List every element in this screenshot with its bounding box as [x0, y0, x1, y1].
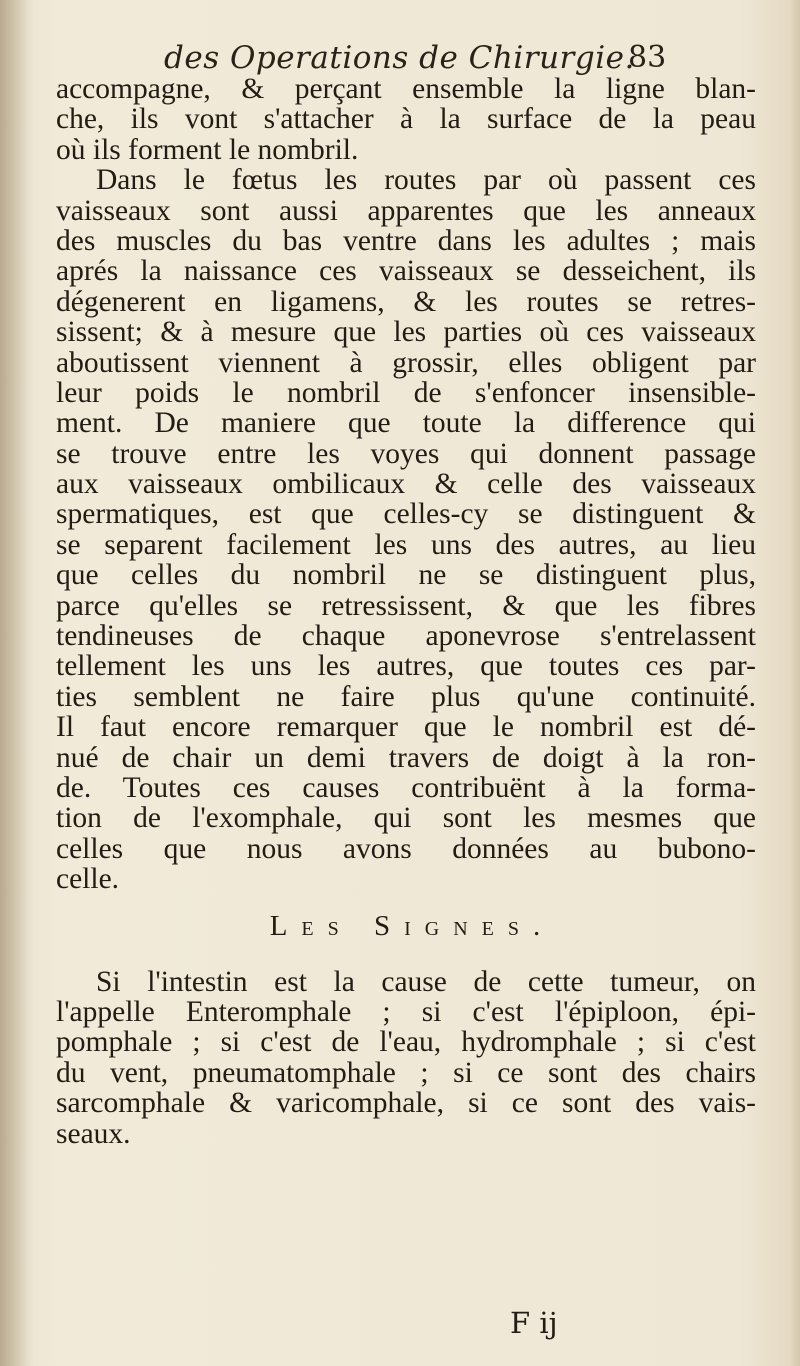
text-line: que celles du nombril ne se distinguent plus,	[56, 559, 756, 592]
text-line: seaux.	[56, 1117, 131, 1150]
spacer	[56, 955, 756, 967]
text-line: tellement les uns les autres, que toutes ces par-	[56, 650, 756, 683]
text-line: sissent; & à mesure que les parties où ces vaisseaux	[56, 316, 756, 349]
text-line: Si l'intestin est la cause de cette tumeur, on	[96, 965, 756, 998]
text-line: accompagne, & perçant ensemble la ligne blan-	[56, 73, 756, 105]
text-line: nué de chair un demi travers de doigt à la ron-	[56, 741, 756, 774]
text-line: aux vaisseaux ombilicaux & celle des vaisseaux	[56, 468, 756, 501]
text-line: celle.	[56, 863, 120, 896]
text-line: Il faut encore remarquer que le nombril est dé-	[56, 711, 756, 744]
running-title: des Operations de Chirurgie.	[164, 40, 635, 76]
body-text	[56, 74, 756, 1149]
text-line: tendineuses de chaque aponevrose s'entrelassent	[56, 620, 756, 653]
section-heading: Les Signes.	[269, 909, 555, 942]
text-line: aprés la naissance ces vaisseaux se desseichent, ils	[56, 255, 756, 288]
page-number: 83	[628, 40, 667, 75]
text-line: ties semblent ne faire plus qu'une continuité.	[56, 680, 756, 713]
text-line: che, ils vont s'attacher à la surface de la peau	[56, 103, 756, 136]
text-line: Dans le fœtus les routes par où passent ces	[96, 164, 756, 197]
text-line: tion de l'exomphale, qui sont les mesmes que	[56, 802, 756, 835]
text-line: se separent facilement les uns des autres, au lieu	[56, 528, 756, 561]
text-line: dégenerent en ligamens, & les routes se retres-	[56, 285, 756, 318]
signature-mark: F ij	[510, 1306, 558, 1340]
text-line: de. Toutes ces causes contribuënt à la forma-	[56, 771, 756, 804]
text-line: des muscles du bas ventre dans les adultes ; mais	[56, 224, 756, 257]
text-line: ment. De maniere que toute la difference qui	[56, 407, 756, 440]
text-line: aboutissent viennent à grossir, elles obligent par	[56, 346, 756, 379]
text-line: parce qu'elles se retressissent, & que les fibres	[56, 589, 756, 622]
text-line: pomphale ; si c'est de l'eau, hydromphale ; si c'est	[56, 1026, 756, 1059]
text-line: se trouve entre les voyes qui donnent passage	[56, 437, 756, 470]
text-line: sarcomphale & varicomphale, si ce sont des vais-	[56, 1087, 756, 1120]
text-line: du vent, pneumatomphale ; si ce sont des chairs	[56, 1056, 756, 1089]
text-line: leur poids le nombril de s'enfoncer insensible-	[56, 376, 756, 409]
text-line: l'appelle Enteromphale ; si c'est l'épiploon, épi-	[56, 995, 756, 1028]
text-line: spermatiques, est que celles-cy se distinguent &	[56, 498, 756, 531]
spine-shadow	[0, 0, 34, 1366]
text-line: celles que nous avons données au bubono-	[56, 832, 756, 865]
text-line: vaisseaux sont aussi apparentes que les anneaux	[56, 194, 756, 227]
text-line: où ils forment le nombril.	[56, 133, 359, 166]
